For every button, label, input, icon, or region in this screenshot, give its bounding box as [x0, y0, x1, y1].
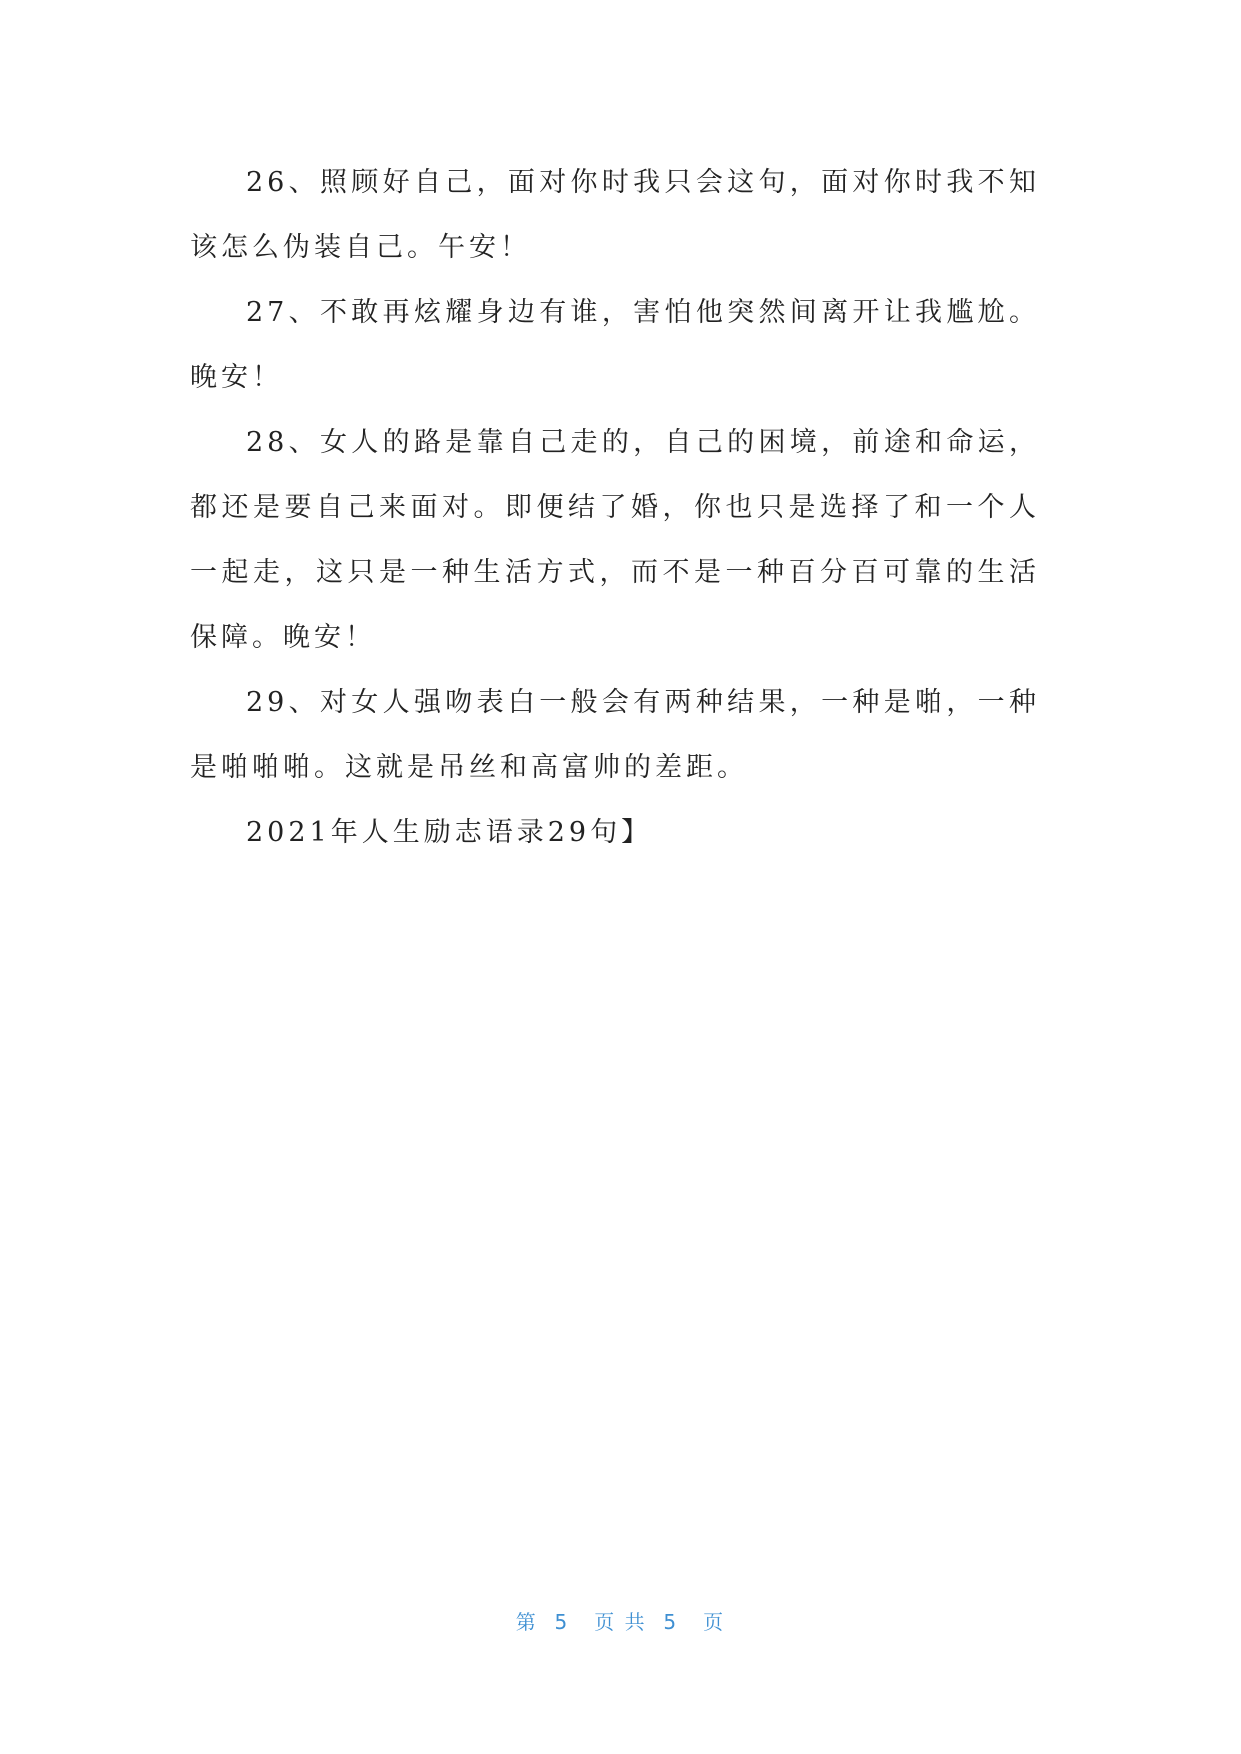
document-body [190, 150, 1040, 865]
page-number-footer: 第 5 页 共 5 页 [515, 1610, 726, 1634]
paragraph-27: 27、不敢再炫耀身边有谁，害怕他突然间离开让我尴尬。晚安！ [190, 297, 1040, 393]
paragraph-title-tail: 2021年人生励志语录29句】 [246, 817, 653, 848]
paragraph-28: 28、女人的路是靠自己走的，自己的困境，前途和命运，都还是要自己来面对。即便结了婚，你也只是选择了和一个人一起走，这只是一种生活方式，而不是一种百分百可靠的生活保障。晚安！ [190, 427, 1040, 653]
paragraph-26: 26、照顾好自己，面对你时我只会这句，面对你时我不知该怎么伪装自己。午安！ [190, 167, 1040, 263]
paragraph-29: 29、对女人强吻表白一般会有两种结果，一种是啪，一种是啪啪啪。这就是吊丝和高富帅的差距。 [190, 687, 1040, 783]
